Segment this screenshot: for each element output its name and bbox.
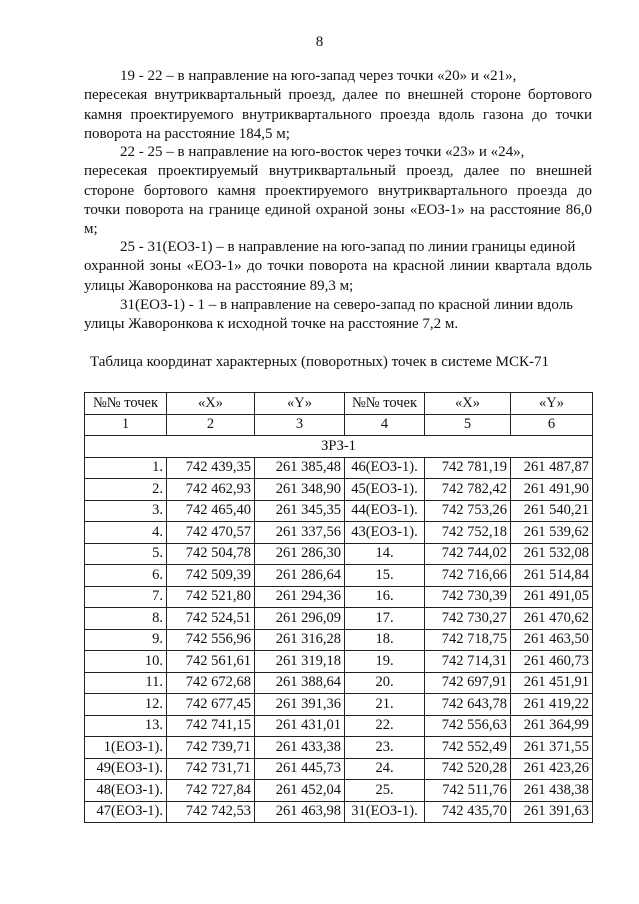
x-coordinate-cell: 742 561,61: [167, 651, 255, 673]
x-coordinate-cell: 742 462,93: [167, 479, 255, 501]
y-coordinate-cell: 261 345,35: [255, 500, 345, 522]
paragraph-first-line: 22 - 25 – в направление на юго-восток через точки «23» и «24»,: [120, 144, 525, 160]
point-number-cell: 15.: [345, 565, 425, 587]
x-coordinate-cell: 742 509,39: [167, 565, 255, 587]
x-coordinate-cell: 742 782,42: [425, 479, 511, 501]
x-coordinate-cell: 742 753,26: [425, 500, 511, 522]
table-row: [85, 457, 593, 479]
point-number-cell: 46(ЕОЗ-1).: [345, 457, 425, 479]
x-coordinate-cell: 742 643,78: [425, 694, 511, 716]
table-caption: Таблица координат характерных (поворотных) точек в системе МСК-71: [89, 354, 550, 370]
y-coordinate-cell: 261 452,04: [255, 780, 345, 802]
x-coordinate-cell: 742 677,45: [167, 694, 255, 716]
x-coordinate-cell: 742 511,76: [425, 780, 511, 802]
point-number-cell: 43(ЕОЗ-1).: [345, 522, 425, 544]
y-coordinate-cell: 261 391,36: [255, 694, 345, 716]
y-coordinate-cell: 261 487,87: [511, 457, 593, 479]
x-coordinate-cell: 742 504,78: [167, 543, 255, 565]
table-row: [85, 608, 593, 630]
header-y: «Y»: [511, 393, 593, 415]
paragraph-segment-19-22: [84, 67, 592, 144]
y-coordinate-cell: 261 385,48: [255, 457, 345, 479]
y-coordinate-cell: 261 463,98: [255, 801, 345, 823]
paragraph-first-line: 31(ЕОЗ-1) - 1 – в направление на северо-запад по красной линии вдоль: [120, 297, 574, 313]
point-number-cell: 13.: [85, 715, 167, 737]
x-coordinate-cell: 742 731,71: [167, 758, 255, 780]
x-coordinate-cell: 742 716,66: [425, 565, 511, 587]
x-coordinate-cell: 742 672,68: [167, 672, 255, 694]
y-coordinate-cell: 261 539,62: [511, 522, 593, 544]
point-number-cell: 25.: [345, 780, 425, 802]
table-header-row: [85, 393, 593, 415]
point-number-cell: 18.: [345, 629, 425, 651]
point-number-cell: 17.: [345, 608, 425, 630]
y-coordinate-cell: 261 431,01: [255, 715, 345, 737]
point-number-cell: 19.: [345, 651, 425, 673]
table-row: [85, 780, 593, 802]
y-coordinate-cell: 261 286,30: [255, 543, 345, 565]
column-index: 4: [345, 414, 425, 436]
paragraph-body: пересекая проектируемый внутриквартальный проезд, далее по внешней стороне бортового камня проектируемого внутриквартального проезда до точки поворота на границе единой охраной зоны «ЕОЗ-1» на расстояние 86,0 м;: [84, 163, 592, 238]
column-index: 1: [85, 414, 167, 436]
x-coordinate-cell: 742 742,53: [167, 801, 255, 823]
y-coordinate-cell: 261 491,05: [511, 586, 593, 608]
point-number-cell: 3.: [85, 500, 167, 522]
y-coordinate-cell: 261 296,09: [255, 608, 345, 630]
y-coordinate-cell: 261 463,50: [511, 629, 593, 651]
table-row: [85, 479, 593, 501]
zone-label: ЗРЗ-1: [85, 436, 593, 458]
point-number-cell: 45(ЕОЗ-1).: [345, 479, 425, 501]
table-row: [85, 694, 593, 716]
point-number-cell: 7.: [85, 586, 167, 608]
table-row: [85, 737, 593, 759]
paragraph-segment-31-1: [84, 296, 592, 335]
point-number-cell: 44(ЕОЗ-1).: [345, 500, 425, 522]
column-index: 6: [511, 414, 593, 436]
column-index: 2: [167, 414, 255, 436]
point-number-cell: 24.: [345, 758, 425, 780]
y-coordinate-cell: 261 388,64: [255, 672, 345, 694]
point-number-cell: 5.: [85, 543, 167, 565]
point-number-cell: 1.: [85, 457, 167, 479]
point-number-cell: 14.: [345, 543, 425, 565]
point-number-cell: 9.: [85, 629, 167, 651]
x-coordinate-cell: 742 781,19: [425, 457, 511, 479]
coordinates-table: [84, 392, 593, 823]
table-row: [85, 801, 593, 823]
y-coordinate-cell: 261 391,63: [511, 801, 593, 823]
paragraph-body: охранной зоны «ЕОЗ-1» до точки поворота на красной линии квартала вдоль улицы Жаворонкова на расстояние 89,3 м;: [84, 258, 592, 294]
y-coordinate-cell: 261 348,90: [255, 479, 345, 501]
table-row: [85, 522, 593, 544]
table-row: [85, 629, 593, 651]
table-row: [85, 500, 593, 522]
y-coordinate-cell: 261 514,84: [511, 565, 593, 587]
point-number-cell: 31(ЕОЗ-1).: [345, 801, 425, 823]
y-coordinate-cell: 261 540,21: [511, 500, 593, 522]
x-coordinate-cell: 742 744,02: [425, 543, 511, 565]
point-number-cell: 2.: [85, 479, 167, 501]
table-row: [85, 715, 593, 737]
point-number-cell: 1(ЕОЗ-1).: [85, 737, 167, 759]
x-coordinate-cell: 742 439,35: [167, 457, 255, 479]
page-number: 8: [315, 34, 324, 50]
x-coordinate-cell: 742 714,31: [425, 651, 511, 673]
y-coordinate-cell: 261 532,08: [511, 543, 593, 565]
y-coordinate-cell: 261 460,73: [511, 651, 593, 673]
x-coordinate-cell: 742 465,40: [167, 500, 255, 522]
paragraph-body: улицы Жаворонкова к исходной точке на расстояние 7,2 м.: [84, 316, 459, 333]
header-point-number: №№ точек: [85, 393, 167, 415]
y-coordinate-cell: 261 491,90: [511, 479, 593, 501]
y-coordinate-cell: 261 294,36: [255, 586, 345, 608]
y-coordinate-cell: 261 319,18: [255, 651, 345, 673]
x-coordinate-cell: 742 520,28: [425, 758, 511, 780]
point-number-cell: 4.: [85, 522, 167, 544]
header-x: «X»: [167, 393, 255, 415]
y-coordinate-cell: 261 364,99: [511, 715, 593, 737]
point-number-cell: 10.: [85, 651, 167, 673]
x-coordinate-cell: 742 552,49: [425, 737, 511, 759]
point-number-cell: 12.: [85, 694, 167, 716]
x-coordinate-cell: 742 739,71: [167, 737, 255, 759]
x-coordinate-cell: 742 718,75: [425, 629, 511, 651]
header-point-number: №№ точек: [345, 393, 425, 415]
x-coordinate-cell: 742 727,84: [167, 780, 255, 802]
header-y: «Y»: [255, 393, 345, 415]
paragraph-body: пересекая внутриквартальный проезд, далее по внешней стороне бортового камня проектируемого внутриквартального проезда вдоль газона до точки поворота на расстояние 184,5 м;: [84, 87, 592, 142]
y-coordinate-cell: 261 337,56: [255, 522, 345, 544]
point-number-cell: 22.: [345, 715, 425, 737]
y-coordinate-cell: 261 371,55: [511, 737, 593, 759]
zone-row: [85, 436, 593, 458]
point-number-cell: 47(ЕОЗ-1).: [85, 801, 167, 823]
paragraph-segment-22-25: [84, 143, 592, 239]
table-row: [85, 758, 593, 780]
header-x: «X»: [425, 393, 511, 415]
paragraph-first-line: 19 - 22 – в направление на юго-запад через точки «20» и «21»,: [120, 68, 517, 84]
table-row: [85, 672, 593, 694]
x-coordinate-cell: 742 470,57: [167, 522, 255, 544]
point-number-cell: 8.: [85, 608, 167, 630]
point-number-cell: 16.: [345, 586, 425, 608]
x-coordinate-cell: 742 697,91: [425, 672, 511, 694]
x-coordinate-cell: 742 730,27: [425, 608, 511, 630]
column-index-row: [85, 414, 593, 436]
point-number-cell: 6.: [85, 565, 167, 587]
y-coordinate-cell: 261 438,38: [511, 780, 593, 802]
paragraph-first-line: 25 - 31(ЕОЗ-1) – в направление на юго-запад по линии границы единой: [120, 239, 576, 255]
x-coordinate-cell: 742 435,70: [425, 801, 511, 823]
point-number-cell: 21.: [345, 694, 425, 716]
point-number-cell: 49(ЕОЗ-1).: [85, 758, 167, 780]
point-number-cell: 23.: [345, 737, 425, 759]
point-number-cell: 48(ЕОЗ-1).: [85, 780, 167, 802]
table-row: [85, 586, 593, 608]
column-index: 3: [255, 414, 345, 436]
table-row: [85, 651, 593, 673]
y-coordinate-cell: 261 423,26: [511, 758, 593, 780]
x-coordinate-cell: 742 741,15: [167, 715, 255, 737]
x-coordinate-cell: 742 556,96: [167, 629, 255, 651]
column-index: 5: [425, 414, 511, 436]
y-coordinate-cell: 261 451,91: [511, 672, 593, 694]
x-coordinate-cell: 742 524,51: [167, 608, 255, 630]
table-row: [85, 565, 593, 587]
y-coordinate-cell: 261 316,28: [255, 629, 345, 651]
x-coordinate-cell: 742 730,39: [425, 586, 511, 608]
y-coordinate-cell: 261 419,22: [511, 694, 593, 716]
paragraph-segment-25-31: [84, 238, 592, 296]
y-coordinate-cell: 261 470,62: [511, 608, 593, 630]
point-number-cell: 11.: [85, 672, 167, 694]
table-row: [85, 543, 593, 565]
x-coordinate-cell: 742 521,80: [167, 586, 255, 608]
y-coordinate-cell: 261 286,64: [255, 565, 345, 587]
x-coordinate-cell: 742 556,63: [425, 715, 511, 737]
y-coordinate-cell: 261 433,38: [255, 737, 345, 759]
x-coordinate-cell: 742 752,18: [425, 522, 511, 544]
point-number-cell: 20.: [345, 672, 425, 694]
y-coordinate-cell: 261 445,73: [255, 758, 345, 780]
